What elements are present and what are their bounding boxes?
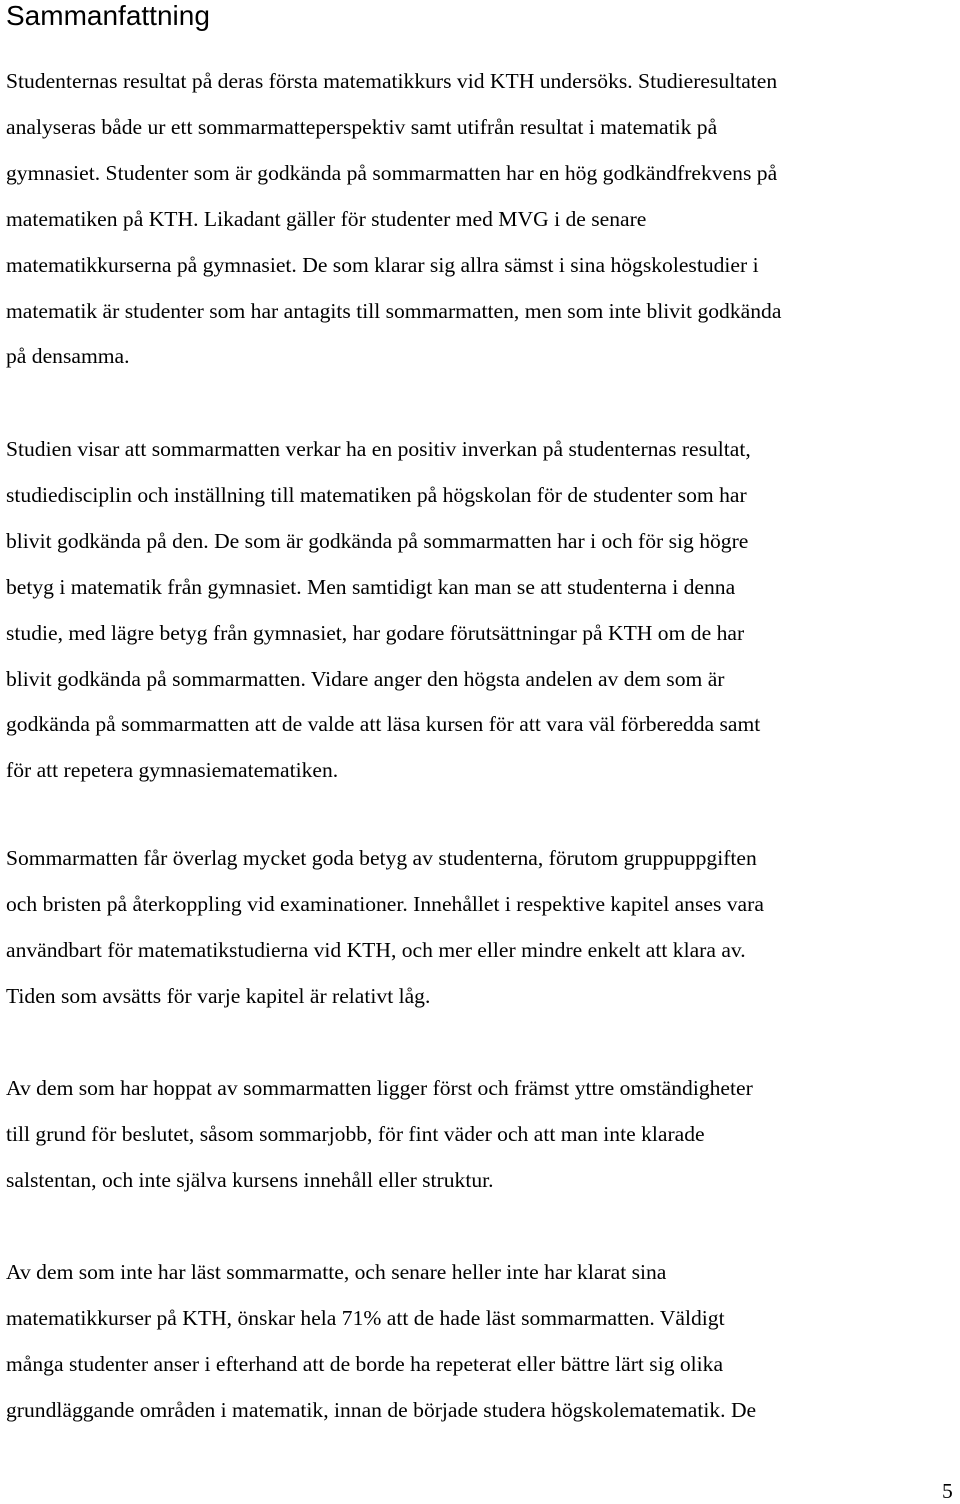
text-line: betyg i matematik från gymnasiet. Men samtidigt kan man se att studenterna i denna [6, 574, 736, 599]
text-line: grundläggande områden i matematik, innan de började studera högskolematematik. De [6, 1397, 757, 1422]
paragraph-non-participants [6, 1250, 756, 1434]
text-line: Studien visar att sommarmatten verkar ha en positiv inverkan på studenternas resultat, [6, 437, 751, 461]
paragraph-dropouts [6, 1066, 753, 1204]
text-line: många studenter anser i efterhand att de borde ha repeterat eller bättre lärt sig olika [6, 1351, 724, 1376]
text-line: matematikkurserna på gymnasiet. De som klarar sig allra sämst i sina högskolestudier i [6, 252, 759, 277]
text-line: Tiden som avsätts för varje kapitel är relativt låg. [6, 983, 431, 1008]
page-number: 5 [942, 1479, 953, 1503]
text-line: på densamma. [6, 344, 130, 369]
text-line: studiedisciplin och inställning till matematiken på högskolan för de studenter som har [6, 482, 747, 507]
paragraph-summary-intro [6, 59, 781, 380]
text-line: användbart för matematikstudierna vid KTH, och mer eller mindre enkelt att klara av. [6, 937, 746, 962]
text-line: och bristen på återkoppling vid examinationer. Innehållet i respektive kapitel anses vara [6, 891, 764, 916]
text-line: matematiken på KTH. Likadant gäller för studenter med MVG i de senare [6, 206, 647, 231]
text-line: matematik är studenter som har antagits till sommarmatten, men som inte blivit godkända [6, 298, 782, 323]
text-line: godkända på sommarmatten att de valde att läsa kursen för att vara väl förberedda samt [6, 712, 761, 737]
paragraph-study-findings [6, 427, 760, 794]
page-title: Sammanfattning [6, 0, 210, 31]
text-line: analyseras både ur ett sommarmatteperspektiv samt utifrån resultat i matematik på [6, 114, 718, 139]
text-line: till grund för beslutet, såsom sommarjobb, för fint väder och att man inte klarade [6, 1121, 705, 1146]
text-line: blivit godkända på den. De som är godkända på sommarmatten har i och för sig högre [6, 528, 749, 553]
text-line: Av dem som inte har läst sommarmatte, och senare heller inte har klarat sina [6, 1260, 667, 1284]
text-line: matematikkurser på KTH, önskar hela 71% att de hade läst sommarmatten. Väldigt [6, 1305, 725, 1330]
text-line: Sommarmatten får överlag mycket goda betyg av studenterna, förutom gruppuppgiften [6, 846, 757, 870]
text-line: studie, med lägre betyg från gymnasiet, har godare förutsättningar på KTH om de har [6, 620, 745, 645]
text-line: Studenternas resultat på deras första matematikkurs vid KTH undersöks. Studieresultaten [6, 69, 778, 93]
text-line: blivit godkända på sommarmatten. Vidare anger den högsta andelen av dem som är [6, 666, 725, 691]
text-line: salstentan, och inte själva kursens innehåll eller struktur. [6, 1167, 494, 1192]
text-line: gymnasiet. Studenter som är godkända på sommarmatten har en hög godkändfrekvens på [6, 160, 778, 185]
text-line: Av dem som har hoppat av sommarmatten ligger först och främst yttre omständigheter [6, 1076, 753, 1100]
text-line: för att repetera gymnasiematematiken. [6, 758, 339, 783]
paragraph-course-ratings [6, 836, 764, 1020]
